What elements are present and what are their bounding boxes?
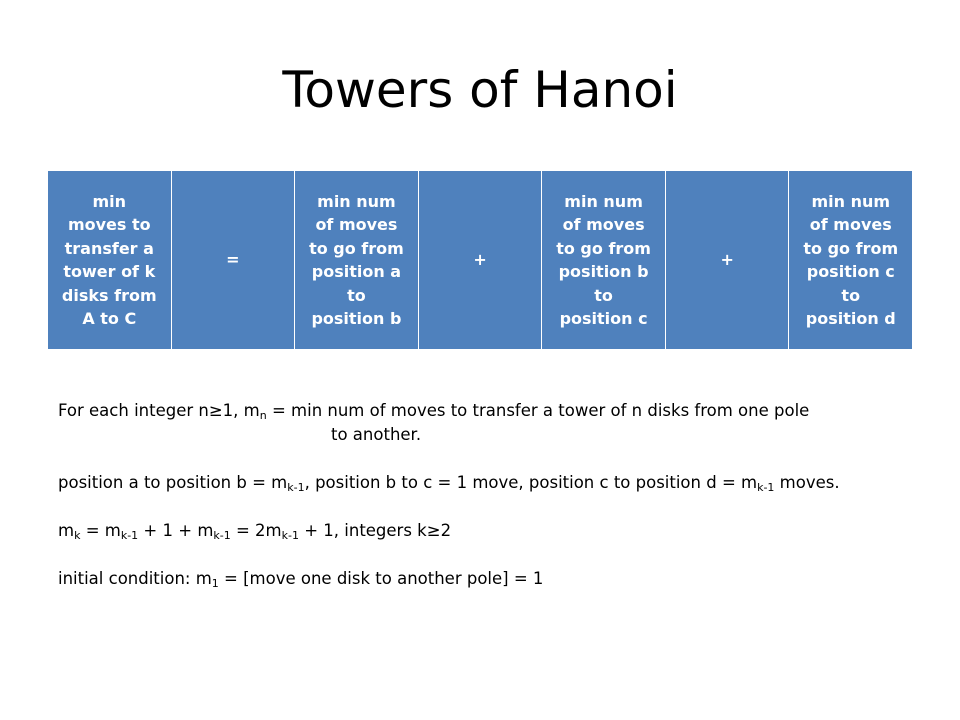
- table-cell-min-moves: min moves to transfer a tower of k disks from A to C: [48, 171, 172, 349]
- recurrence-line: $m_k = m_{k-1} + 1 + m_{k-1} = 2m_{k-1} + 1$, integers k≥2: [58, 521, 452, 542]
- table-cell-plus-2: +: [666, 171, 790, 349]
- positions-line: position a to position $b = m_{k-1}$, position b to c = 1 move, position c to position $d = m_{k-1}$ moves.: [58, 473, 840, 494]
- table-cell-c-to-d: min num of moves to go from position c to position d: [789, 171, 912, 349]
- recurrence-table: [48, 170, 912, 350]
- slide-title: Towers of Hanoi: [282, 61, 678, 119]
- initial-condition-line: initial condition: $m_1$ = [move one disk to another pole] = 1: [58, 569, 544, 590]
- table-cell-plus-1: +: [419, 171, 543, 349]
- definition-line-continued: to another.: [331, 425, 422, 444]
- table-cell-a-to-b: min num of moves to go from position a to position b: [295, 171, 419, 349]
- slide-body: [58, 399, 958, 591]
- definition-line: For each integer n≥1, $m_n = \min$ num of moves to transfer a tower of n disks from one pole: [58, 401, 810, 422]
- table-cell-b-to-c: min num of moves to go from position b to position c: [542, 171, 666, 349]
- table-cell-equals: =: [172, 171, 296, 349]
